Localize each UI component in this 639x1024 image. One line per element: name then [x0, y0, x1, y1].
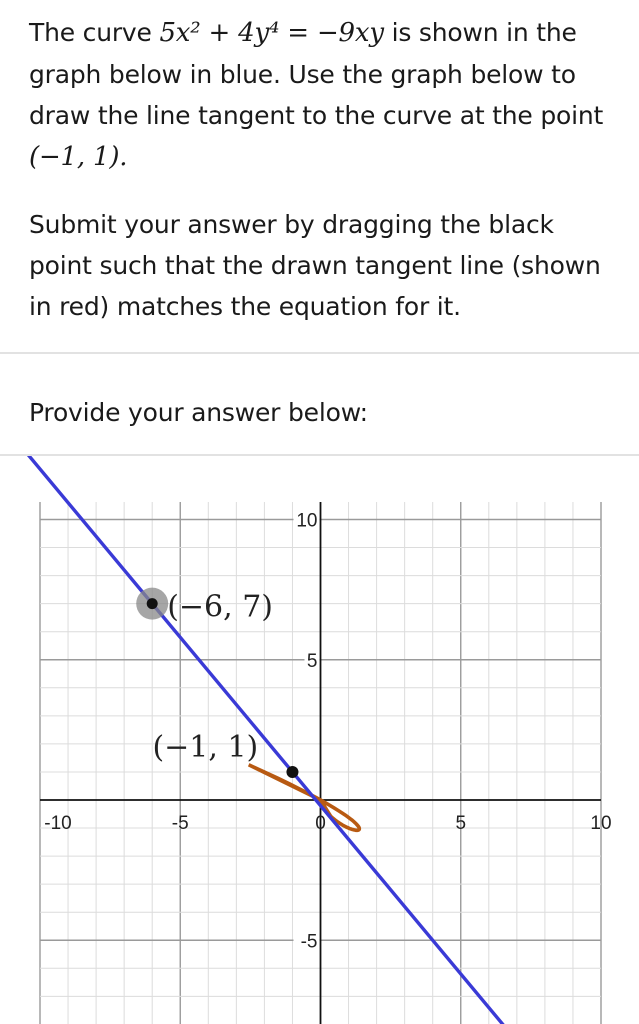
equation-lhs: 5x² + 4y⁴: [159, 18, 280, 48]
tangent-graph[interactable]: [0, 456, 639, 1024]
question-intro: The curve: [29, 18, 160, 47]
blue-curve: [249, 765, 360, 831]
x-tick-label: 0: [315, 813, 326, 834]
y-tick-label: 5: [306, 650, 318, 672]
drag-point-label: (−6, 7): [167, 589, 273, 625]
graph-panel[interactable]: [0, 456, 639, 1024]
x-tick-label: 5: [455, 813, 467, 834]
x-tick-label: 10: [590, 813, 612, 834]
curve-path: [249, 765, 360, 831]
question-text: [29, 12, 611, 178]
x-tick-label: -5: [171, 813, 189, 834]
y-tick-label: -5: [300, 931, 318, 953]
answer-prompt: Provide your answer below:: [29, 398, 368, 427]
fixed-point: [286, 766, 298, 778]
question-period: .: [119, 142, 128, 172]
answer-prompt-panel: [0, 354, 639, 456]
drag-point[interactable]: [147, 598, 158, 609]
instructions-text: Submit your answer by dragging the black point such that the drawn tangent line (shown in red) matches the equation for it.: [29, 210, 601, 321]
question-body: is shown in the graph below in blue. Use the graph below to draw the line tangent to the curve at the point: [29, 18, 604, 130]
x-tick-label: -10: [44, 813, 72, 834]
question-panel: [0, 0, 639, 354]
equation-rhs: −9xy: [316, 18, 384, 48]
fixed-point-label: (−1, 1): [152, 729, 259, 765]
equation-equals: =: [279, 18, 317, 48]
y-tick-label: 10: [296, 510, 318, 532]
question-point: (−1, 1): [29, 142, 120, 172]
